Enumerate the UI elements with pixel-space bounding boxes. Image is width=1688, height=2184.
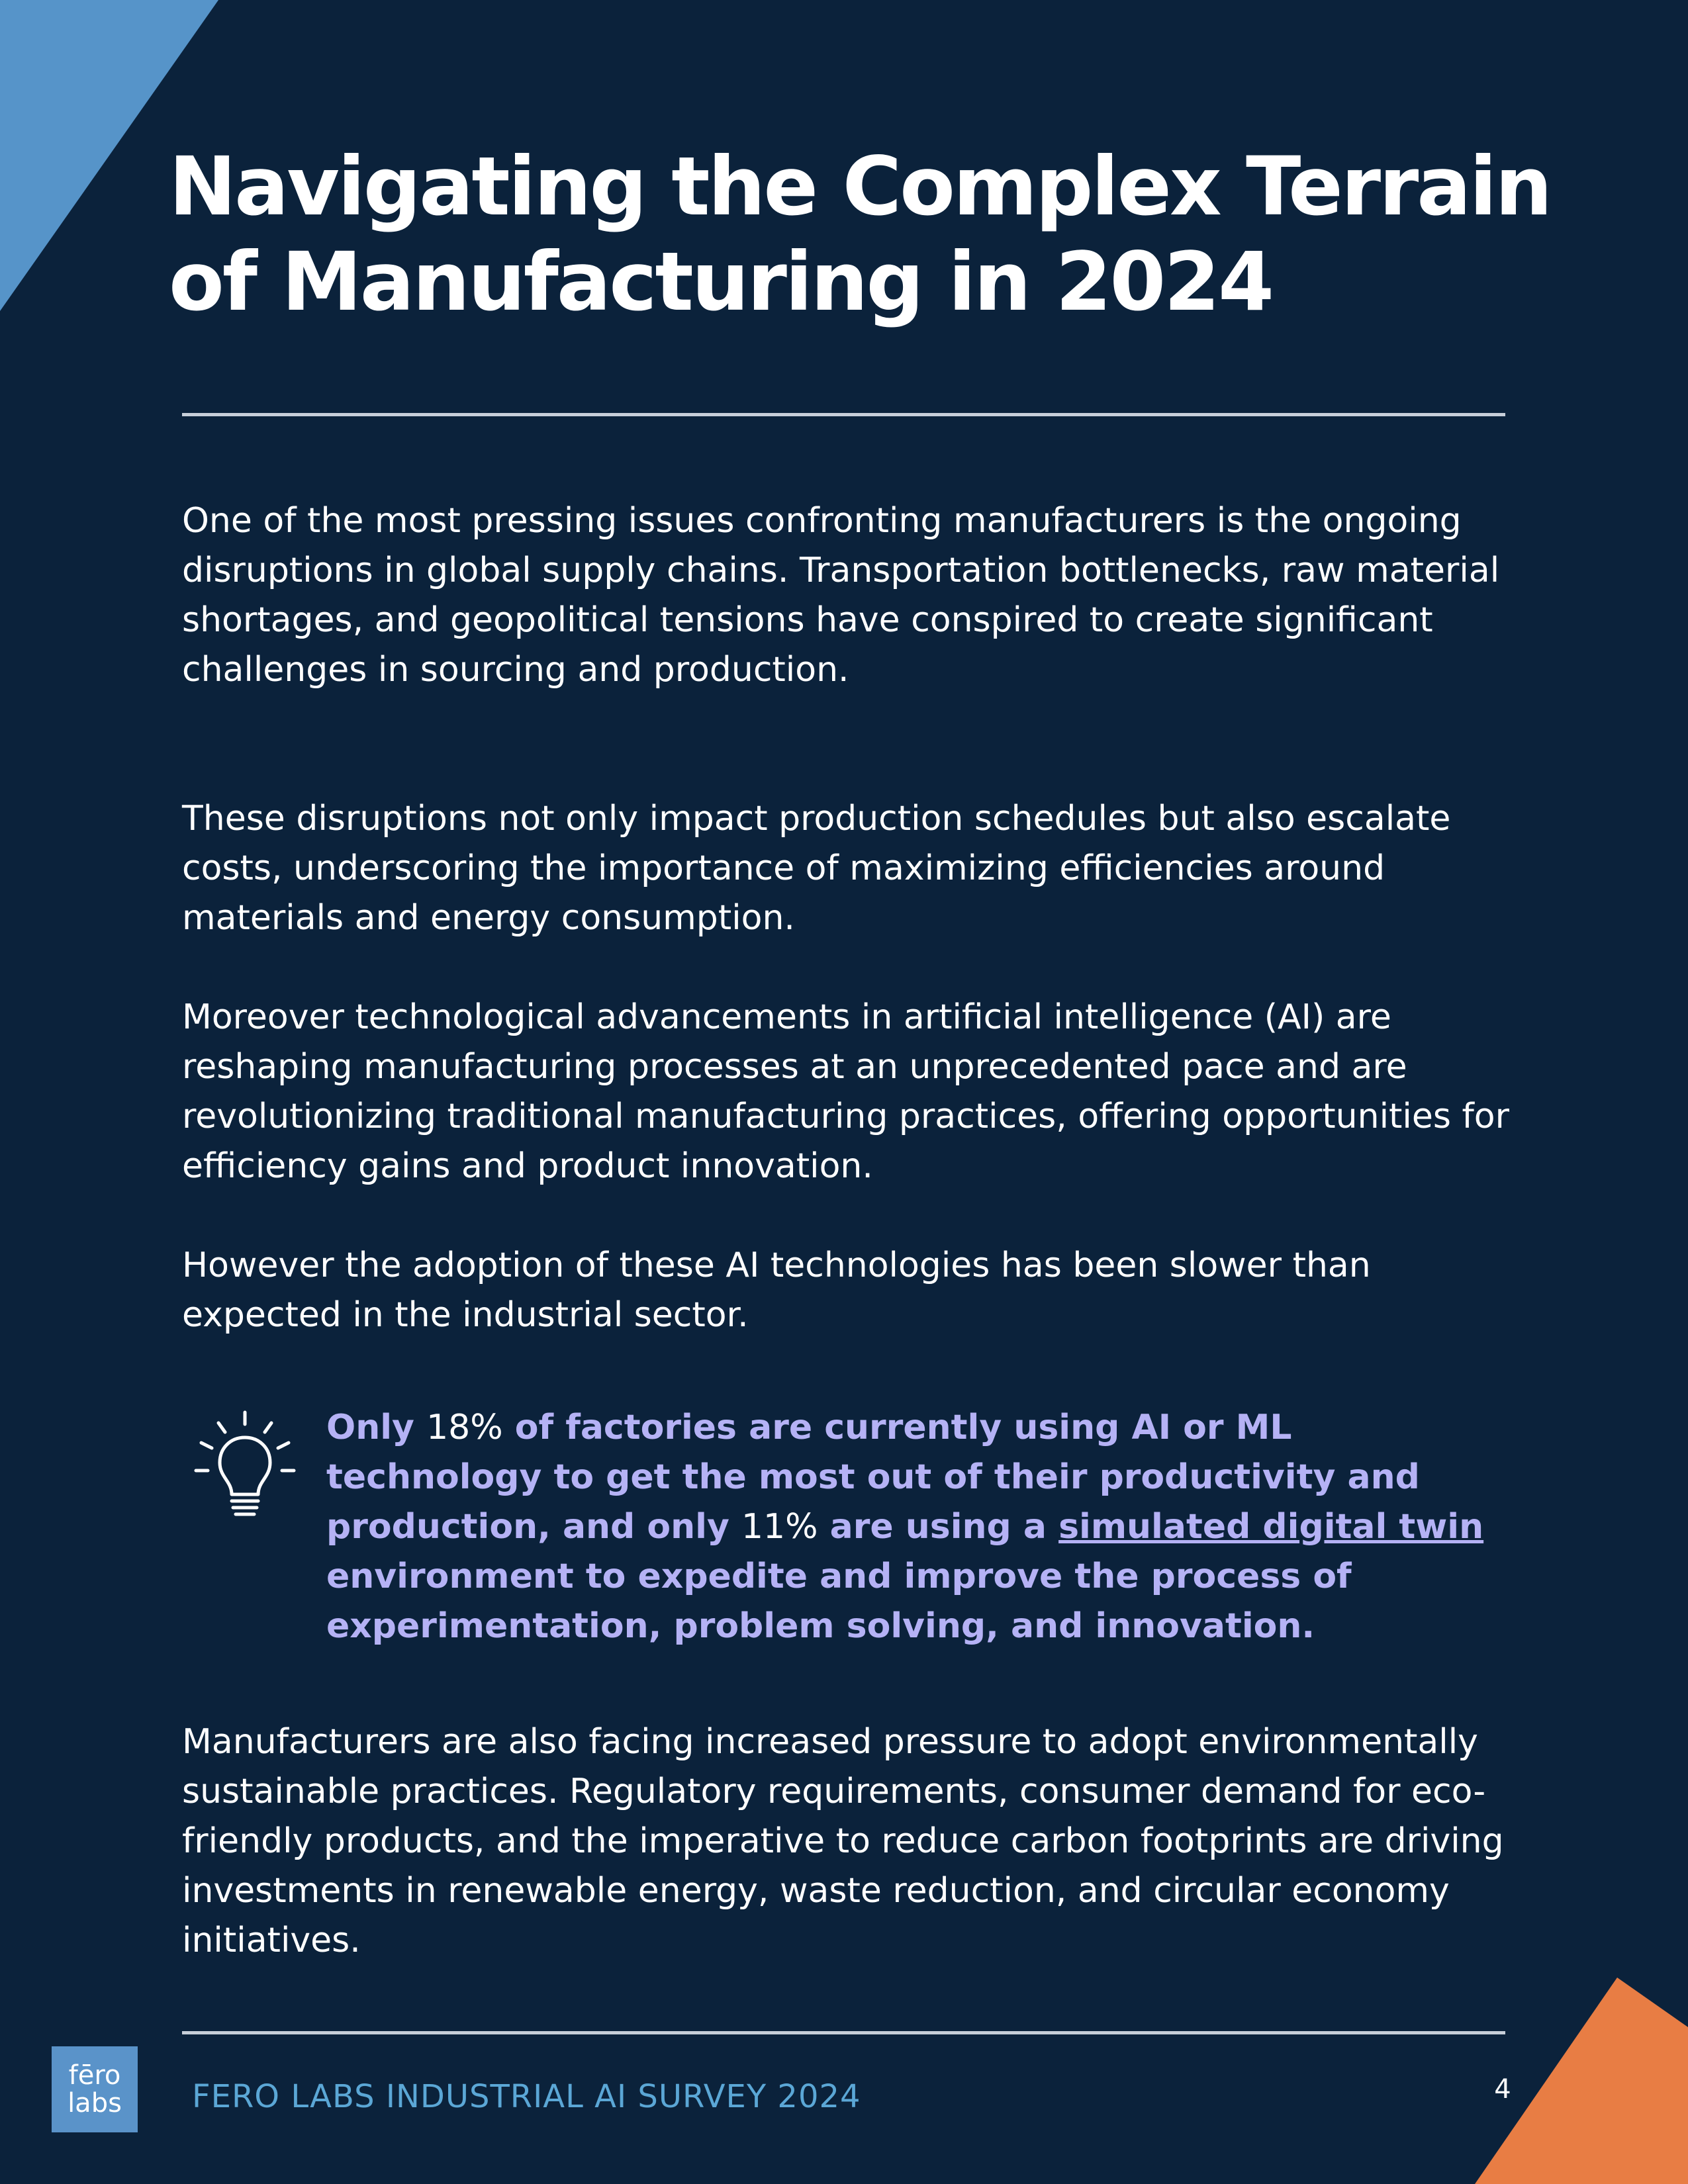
logo-text-line1: fēro — [68, 2060, 121, 2091]
callout-text-part2: of factories are currently using AI or ML technology to get the most out of their productivity and production, and only — [326, 1408, 1420, 1547]
fero-labs-logo — [52, 2046, 138, 2132]
digital-twin-link[interactable]: simulated digital twin — [1058, 1507, 1484, 1547]
stat-callout — [185, 1403, 1509, 1668]
paragraph-ai-adoption: However the adoption of these AI technologies has been slower than expected in the industrial sector. — [182, 1246, 1371, 1335]
paragraph-ai-advancements: Moreover technological advancements in artificial intelligence (AI) are reshaping manufacturing processes at an unprecedented pace and are revolutionizing traditional manufacturing practices, offering opportunities for efficiency gains and product innovation. — [182, 997, 1509, 1186]
page-title: Navigating the Complex Terrain of Manufacturing in 2024 — [169, 140, 1551, 329]
stat-11-percent: 11% — [741, 1507, 818, 1547]
callout-text — [326, 1403, 1518, 1651]
page-number: 4 — [1494, 2074, 1511, 2105]
footer-title: FERO LABS INDUSTRIAL AI SURVEY 2024 — [192, 2078, 861, 2115]
paragraph-costs: These disruptions not only impact production schedules but also escalate costs, underscoring the importance of maximizing efficiencies around materials and energy consumption. — [182, 799, 1451, 938]
lightbulb-icon — [192, 1410, 298, 1522]
callout-text-part3: are using a — [818, 1507, 1059, 1547]
divider-bottom — [182, 2031, 1505, 2034]
callout-text-part4: environment to expedite and improve the process of experimentation, problem solving, and innovation. — [326, 1557, 1352, 1646]
logo-text-line2: labs — [68, 2088, 122, 2118]
callout-text-part1: Only — [326, 1408, 427, 1447]
paragraph-sustainability: Manufacturers are also facing increased pressure to adopt environmentally sustainable practices. Regulatory requirements, consumer demand for eco-friendly products, and the imperative to reduce carbon footprints are driving investments in renewable energy, waste reduction, and circular economy initiatives. — [182, 1722, 1504, 1960]
divider-top — [182, 413, 1505, 416]
paragraph-supply-chain: One of the most pressing issues confronting manufacturers is the ongoing disruptions in global supply chains. Transportation bottlenecks, raw material shortages, and geopolitical tensions have conspired to create significant challenges in sourcing and production. — [182, 501, 1500, 690]
stat-18-percent: 18% — [426, 1408, 503, 1447]
